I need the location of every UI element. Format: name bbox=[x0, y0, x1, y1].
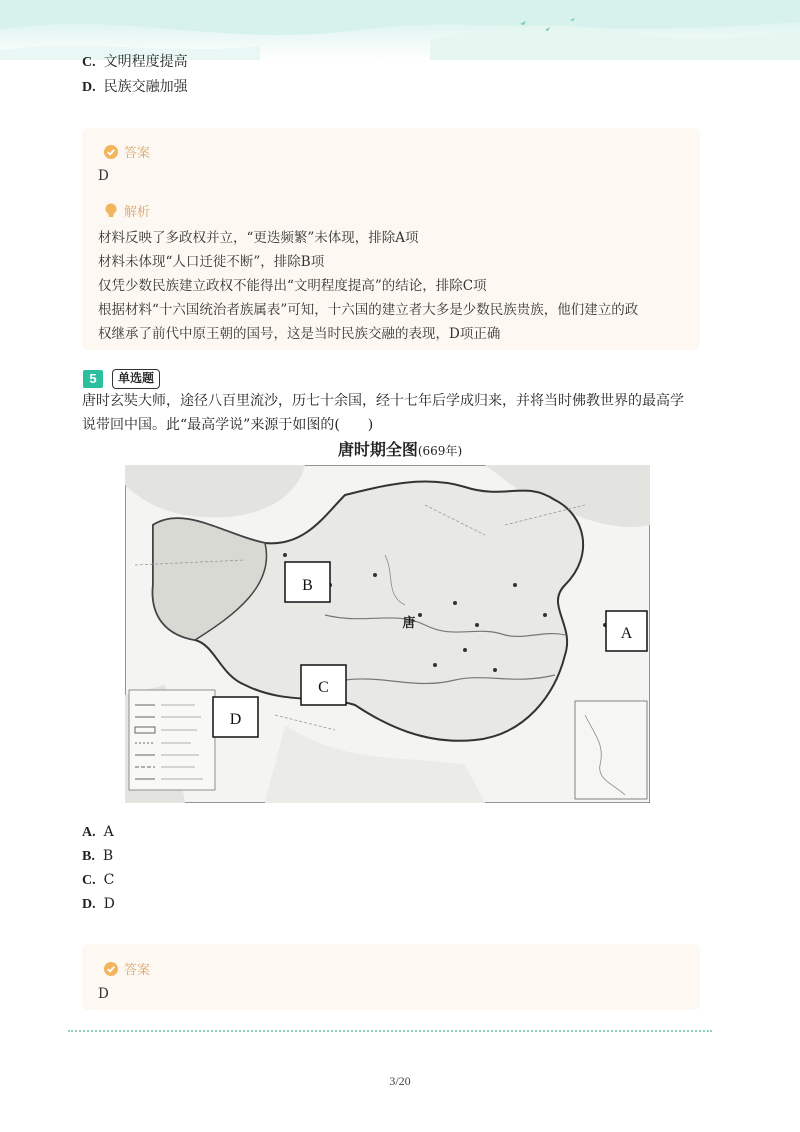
analysis-line: 根据材料“十六国统治者族属表”可知，十六国的建立者大多是少数民族贵族，他们建立的政 bbox=[98, 302, 639, 318]
map-title: 唐时期全图(669年) bbox=[337, 440, 463, 459]
header-wave-graphic bbox=[0, 0, 800, 60]
map-label-a bbox=[606, 611, 647, 651]
option-c-prev[interactable]: C. 文明程度提高 bbox=[82, 54, 188, 70]
option-d[interactable]: D. D bbox=[82, 896, 115, 912]
dotted-divider bbox=[68, 1030, 712, 1032]
question-type-badge: 单选题 bbox=[112, 369, 160, 389]
map-label-b bbox=[285, 562, 330, 602]
lightbulb-icon bbox=[104, 203, 118, 219]
svg-text:A: A bbox=[620, 625, 633, 642]
tang-dynasty-map bbox=[125, 465, 650, 803]
option-b[interactable]: B. B bbox=[82, 848, 114, 864]
map-label-tang: 唐 bbox=[402, 616, 416, 631]
analysis-line: 仅凭少数民族建立政权不能得出“文明程度提高”的结论，排除C项 bbox=[98, 278, 487, 294]
check-badge-icon bbox=[104, 145, 118, 159]
question-number: 5 bbox=[83, 370, 103, 388]
map-label-c bbox=[301, 665, 346, 705]
analysis-line: 材料反映了多政权并立，“更迭频繁”未体现，排除A项 bbox=[98, 230, 419, 246]
check-badge-icon bbox=[104, 962, 118, 976]
svg-text:D: D bbox=[229, 711, 242, 728]
analysis-line: 材料未体现“人口迁徙不断”，排除B项 bbox=[98, 254, 325, 270]
option-c[interactable]: C. C bbox=[82, 872, 115, 888]
question-text-line: 唐时玄奘大师，途径八百里流沙，历七十余国，经十七年后学成归来，并将当时佛教世界的最高学 bbox=[82, 393, 684, 409]
svg-text:C: C bbox=[318, 679, 329, 696]
answer-analysis-box bbox=[82, 128, 700, 350]
question-text-line: 说带回中国。此“最高学说”来源于如图的( ) bbox=[82, 417, 374, 433]
page-number: 3/20 bbox=[389, 1074, 411, 1088]
analysis-line: 权继承了前代中原王朝的国号，这是当时民族交融的表现，D项正确 bbox=[98, 326, 501, 342]
answer-box bbox=[82, 944, 700, 1010]
answer-tag: 答案 bbox=[104, 142, 150, 161]
svg-text:B: B bbox=[302, 577, 313, 594]
option-a[interactable]: A. A bbox=[82, 824, 114, 840]
header-decoration bbox=[0, 0, 800, 60]
answer-tag: 答案 bbox=[104, 959, 150, 978]
answer-value: D bbox=[98, 986, 109, 1002]
answer-value: D bbox=[98, 168, 109, 184]
option-d-prev[interactable]: D. 民族交融加强 bbox=[82, 79, 188, 95]
map-label-d bbox=[213, 697, 258, 737]
analysis-tag: 解析 bbox=[104, 201, 150, 220]
